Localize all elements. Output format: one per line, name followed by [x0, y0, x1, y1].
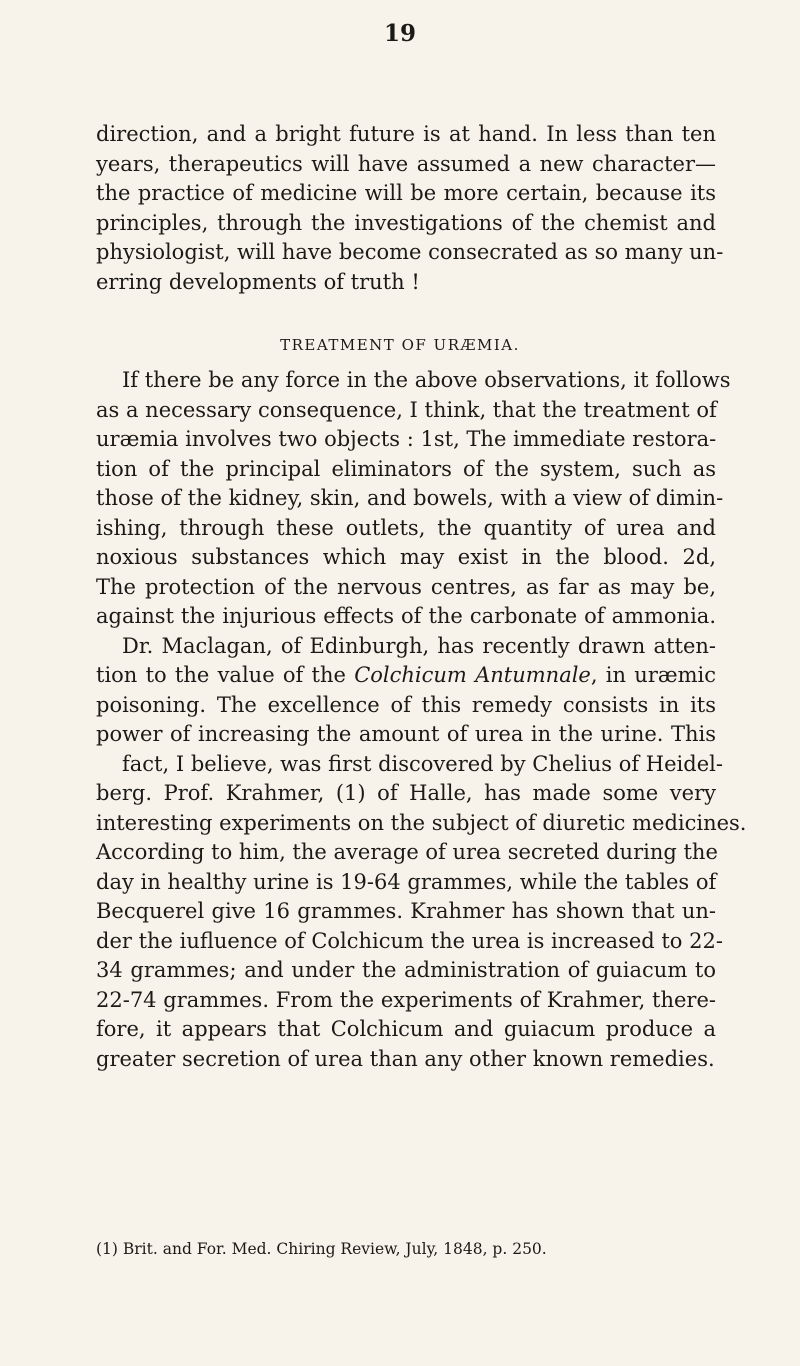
text-line: direction, and a bright future is at hand. In less than ten: [96, 122, 716, 146]
text-line: uræmia involves two objects : 1st, The immediate restora-: [96, 427, 717, 451]
text-line: ishing, through these outlets, the quantity of urea and: [96, 515, 716, 540]
text-line: According to him, the average of urea secreted during the: [96, 840, 718, 864]
text-line: power of increasing the amount of urea in the urine. This: [96, 722, 716, 746]
text-line: principles, through the investigations of the chemist and: [96, 210, 716, 235]
text-line: The protection of the nervous centres, as far as may be,: [96, 574, 716, 599]
text-line: der the iufluence of Colchicum the urea is increased to 22-: [96, 928, 723, 953]
text-line: interesting experiments on the subject of diuretic medicines.: [96, 810, 747, 835]
text-line: If there be any force in the above observations, it follows: [122, 368, 731, 392]
text-line: against the injurious effects of the carbonate of ammonia.: [96, 604, 716, 628]
text-line: berg. Prof. Krahmer, (1) of Halle, has made some very: [96, 781, 716, 805]
paragraph-treatment: [96, 366, 747, 1074]
text-line: 22-74 grammes. From the experiments of Krahmer, there-: [96, 987, 716, 1012]
text-line: Dr. Maclagan, of Edinburgh, has recently drawn atten-: [122, 633, 716, 658]
text-line: those of the kidney, skin, and bowels, with a view of dimin-: [96, 486, 724, 510]
text-line: poisoning. The excellence of this remedy consists in its: [96, 692, 716, 717]
italic-term: Colchicum Antumnale: [354, 663, 591, 687]
text-line: Becquerel give 16 grammes. Krahmer has shown that un-: [96, 899, 716, 923]
footnote: (1) Brit. and For. Med. Chiring Review, July, 1848, p. 250.: [96, 1240, 547, 1258]
text-line: greater secretion of urea than any other known remedies.: [96, 1046, 715, 1071]
paragraph-intro: [96, 120, 724, 297]
text-line: the practice of medicine will be more certain, because its: [96, 181, 716, 205]
text-line: erring developments of truth !: [96, 269, 420, 294]
text-line: fore, it appears that Colchicum and guiacum produce a: [96, 1017, 716, 1041]
section-heading: TREATMENT OF URÆMIA.: [280, 336, 520, 354]
text-line: years, therapeutics will have assumed a new character—: [96, 151, 716, 176]
text-line: day in healthy urine is 19-64 grammes, while the tables of: [96, 869, 717, 894]
text-fragment: tion to the value of the: [96, 663, 355, 687]
text-line: as a necessary consequence, I think, that the treatment of: [96, 397, 717, 422]
text-line: noxious substances which may exist in the blood. 2d,: [96, 545, 716, 569]
text-line: 34 grammes; and under the administration of guiacum to: [96, 958, 716, 982]
text-line: physiologist, will have become consecrated as so many un-: [96, 240, 724, 264]
page-number: 19: [383, 20, 416, 47]
text-fragment: , in uræmic: [590, 663, 717, 687]
text-line: fact, I believe, was first discovered by Chelius of Heidel-: [122, 751, 723, 776]
text-line: tion of the principal eliminators of the system, such as: [96, 456, 716, 481]
text-line-colchicum: [96, 661, 716, 691]
